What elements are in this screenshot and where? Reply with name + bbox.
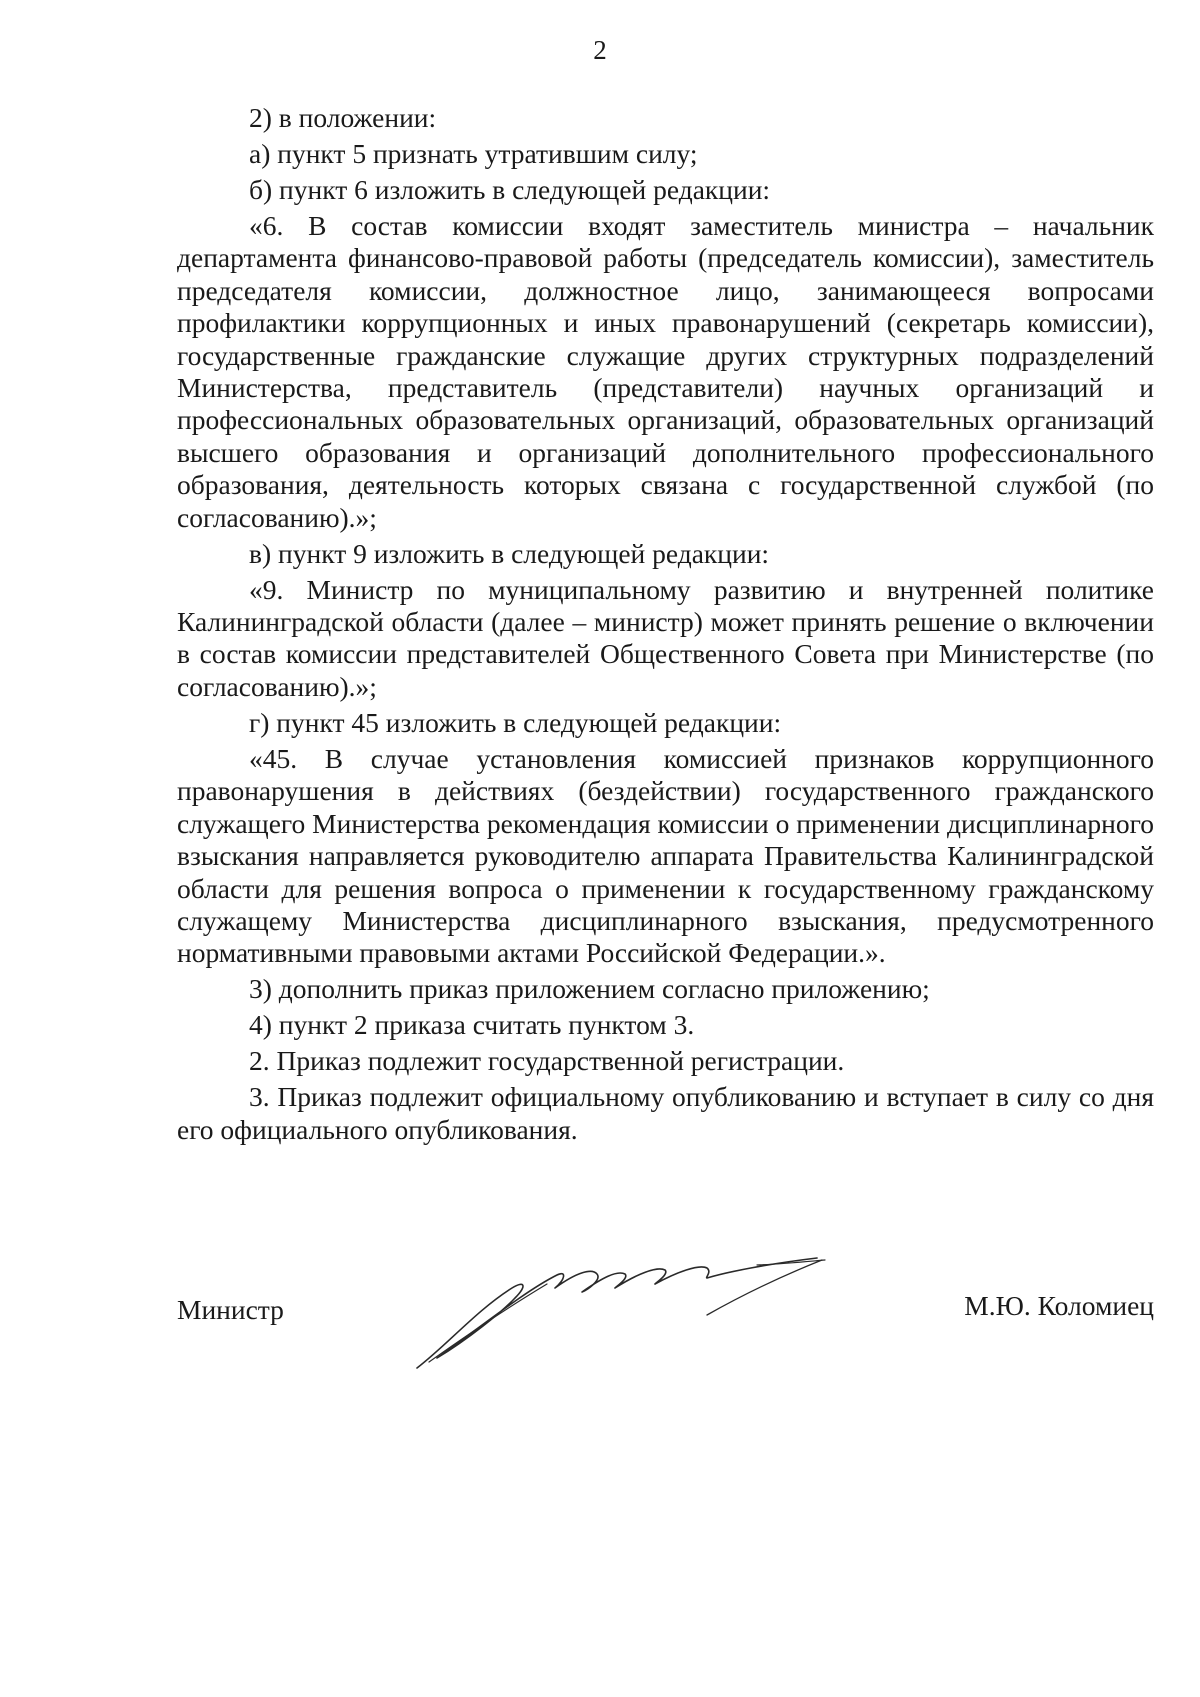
signatory-name: М.Ю. Коломиец [964, 1290, 1154, 1321]
signature-block [177, 1250, 1154, 1370]
paragraph-order-2: 2. Приказ подлежит государственной регистрации. [249, 1045, 845, 1077]
paragraph-item-a: а) пункт 5 признать утратившим силу; [249, 138, 698, 169]
signatory-title: Министр [177, 1294, 284, 1325]
paragraph-item-3: 3) дополнить приказ приложением согласно приложению; [249, 973, 930, 1005]
handwritten-signature [407, 1250, 857, 1370]
document-body [177, 102, 1154, 1146]
paragraph-item-4: 4) пункт 2 приказа считать пунктом 3. [249, 1009, 695, 1041]
paragraph-item-g: г) пункт 45 изложить в следующей редакции: [249, 706, 782, 738]
quoted-point-45: «45. В случае установления комиссией признаков коррупционного правонарушения в действиях (бездействии) государственного гражданского служащего Министерства рекомендация комиссии о применении дисциплинарного взыскания направляется руководителю аппарата Правительства Калининградской области для решения вопроса о применении к государственному гражданскому служащему Министерства дисциплинарного взыскания, предусмотренного нормативными правовыми актами Российской Федерации.». [177, 742, 1154, 969]
paragraph-item-b: б) пункт 6 изложить в следующей редакции: [249, 174, 771, 205]
page-number: 2 [593, 35, 607, 65]
paragraph-order-3: 3. Приказ подлежит официальному опубликованию и вступает в силу со дня его официального опубликования. [177, 1081, 1154, 1145]
paragraph-item-2: 2) в положении: [249, 102, 437, 133]
quoted-point-6: «6. В состав комиссии входят заместитель министра – начальник департамента финансово-правовой работы (председатель комиссии), заместитель председателя комиссии, должностное лицо, занимающееся вопросами профилактики коррупционных и иных правонарушений (секретарь комиссии), государственные гражданские служащие других структурных подразделений Министерства, представитель (представители) научных организаций и профессиональных образовательных организаций, образовательных организаций высшего образования и организаций дополнительного профессионального образования, деятельность которых связана с государственной службой (по согласованию).»; [177, 210, 1154, 533]
quoted-point-9: «9. Министр по муниципальному развитию и внутренней политике Калининградской области (далее – министр) может принять решение о включении в состав комиссии представителей Общественного Совета при Министерстве (по согласованию).»; [177, 573, 1154, 702]
paragraph-item-v: в) пункт 9 изложить в следующей редакции: [249, 537, 770, 569]
